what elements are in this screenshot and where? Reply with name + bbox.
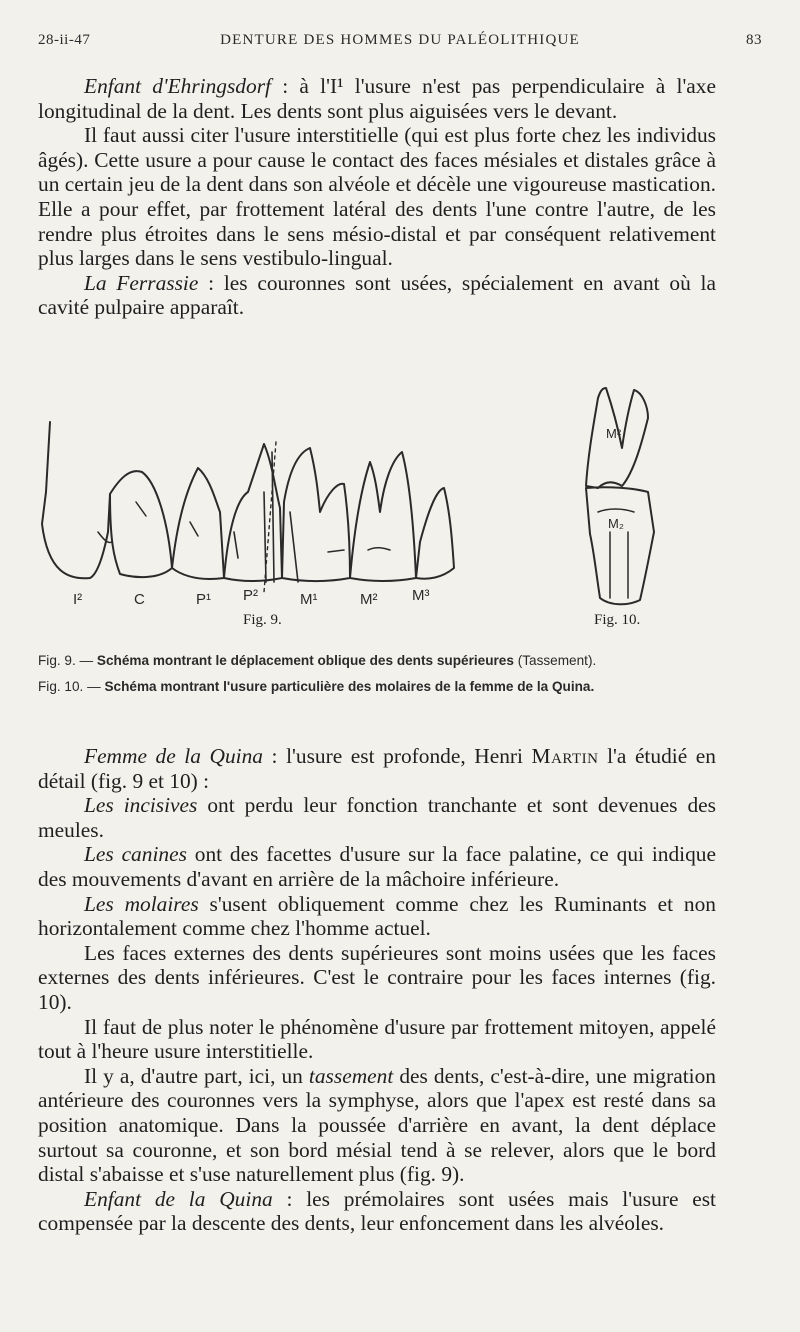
running-header [38, 32, 762, 56]
label-m1: M¹ [300, 591, 318, 608]
fig9-label: Fig. 9. [243, 612, 282, 628]
label-fig10-m2-lower: M₂ [608, 516, 624, 531]
fig10-drawing [586, 388, 654, 604]
paragraph-molaires: Les molaires s'usent obliquement comme chez les Ruminants et non horizontalement comme chez l'homme actuel. [38, 891, 717, 941]
paragraph-incisives: Les incisives ont perdu leur fonction tranchante et sont devenues des meules. [38, 793, 717, 842]
caption-fig10: Fig. 10. — Schéma montrant l'usure particulière des molaires de la femme de la Quina. [38, 679, 595, 694]
tooth-p1 [172, 468, 224, 579]
label-m2: M² [360, 591, 378, 608]
top-text-block [38, 74, 716, 320]
bottom-text-block [38, 744, 716, 1236]
caption-fig9: Fig. 9. — Schéma montrant le déplacement oblique des dents supérieures (Tassement). [38, 653, 597, 668]
tooth-c [110, 471, 172, 577]
label-i2: I² [73, 591, 83, 608]
tooth-m1 [282, 448, 350, 581]
paragraph-tassement: Il y a, d'autre part, ici, un tassement des dents, c'est-à-dire, une migration antérieure des couronnes vers la symphyse, alors que l'apex est resté dans sa position anatomique. Dans la poussée d'arrière en avant, la dent déplace surtout sa couronne, et son bord mésial tend à se relever, alors que le bord distal s'abaisse et s'use naturellement plus (fig. 9). [38, 1063, 716, 1187]
tooth-i2 [42, 422, 110, 578]
figure-area [38, 382, 716, 632]
header-title: DENTURE DES HOMMES DU PALÉOLITHIQUE [220, 32, 580, 48]
label-p1: P¹ [196, 591, 211, 608]
paragraph-interstitial: Il faut aussi citer l'usure interstitielle (qui est plus forte chez les individus âgés). Cette usure a pour cause le contact des faces mésiales et distales grâce à un certain jeu de la dent dans son alvéole et décèle une vigoureuse mastication. Elle a pour effet, par frottement latéral des dents l'une contre l'autre, de les rendre plus étroites dans le sens mésio-distal et par conséquent relativement plus larges dans le sens vestibulo-lingual. [38, 123, 716, 271]
label-p2: P² [243, 587, 258, 604]
paragraph-faces: Les faces externes des dents supérieures sont moins usées que les faces externes des dents inférieures. C'est le contraire pour les faces internes (fig. 10). [38, 940, 716, 1014]
label-m3: M³ [412, 587, 430, 604]
fig9-drawing [42, 422, 454, 608]
paragraph-canines: Les canines ont des facettes d'usure sur la face palatine, ce qui indique des mouvements d'avant en arrière de la mâchoire inférieure. [38, 842, 716, 891]
label-c: C [134, 591, 145, 608]
label-fig10-m2-upper: M² [606, 426, 622, 441]
paragraph-femme-quina: Femme de la Quina : l'usure est profonde, Henri Martin l'a étudié en détail (fig. 9 et 10) : [38, 744, 716, 793]
tooth-m2 [350, 452, 416, 581]
paragraph-enfant-quina: Enfant de la Quina : les prémolaires sont usées mais l'usure est compensée par la descente des dents, leur enfoncement dans les alvéoles. [38, 1186, 716, 1236]
paragraph-ferrassie: La Ferrassie : les couronnes sont usées, spécialement en avant où la cavité pulpaire apparaît. [38, 270, 716, 320]
fig10-label: Fig. 10. [594, 612, 641, 628]
paragraph-ehringsdorf: Enfant d'Ehringsdorf : à l'I¹ l'usure n'est pas perpendiculaire à l'axe longitudinal de la dent. Les dents sont plus aiguisées vers le devant. [38, 74, 716, 123]
figures-sketch [38, 382, 716, 632]
fig10-lower-molar [586, 487, 654, 604]
paragraph-mitoyen: Il faut de plus noter le phénomène d'usure par frottement mitoyen, appelé tout à l'heure usure interstitielle. [38, 1014, 716, 1064]
header-date: 28-ii-47 [38, 32, 91, 48]
page-number: 83 [746, 32, 762, 48]
tooth-m3 [416, 488, 454, 579]
